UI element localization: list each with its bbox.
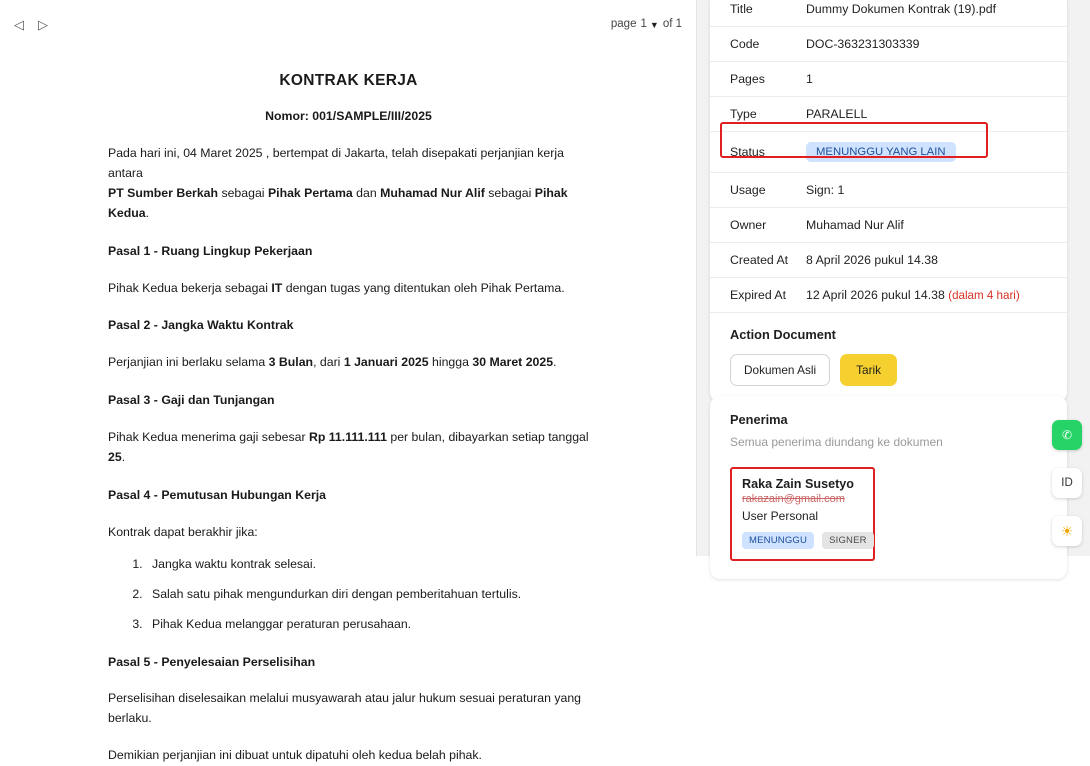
termination-list: [108, 555, 589, 635]
expired-countdown: (dalam 4 hari): [948, 289, 1020, 302]
info-key-type: Type: [730, 107, 757, 121]
section-1-text-c: dengan tugas yang ditentukan oleh Pihak Pertama.: [282, 280, 565, 295]
party-one-role: Pihak Pertama: [267, 185, 353, 200]
info-key-status: Status: [730, 145, 765, 159]
info-value-type: PARALELL: [806, 107, 868, 121]
recipient-role-badge: SIGNER: [822, 532, 874, 549]
info-value-created-at: 8 April 2026 pukul 14.38: [806, 253, 938, 267]
table-row: [710, 62, 1067, 97]
contract-start-date: 1 Januari 2025: [343, 355, 429, 370]
list-item: 1. Jangka waktu kontrak selesai.: [146, 555, 589, 575]
contract-closing: Demikian perjanjian ini dibuat untuk dipatuhi oleh kedua belah pihak.: [108, 748, 482, 763]
table-row: [710, 208, 1067, 243]
section-2-heading: Pasal 2 - Jangka Waktu Kontrak: [108, 318, 294, 333]
section-1-heading: Pasal 1 - Ruang Lingkup Pekerjaan: [108, 243, 313, 258]
action-document-section: [710, 313, 1067, 386]
floating-action-rail: [1052, 420, 1082, 546]
party-one-name: PT Sumber Berkah: [108, 185, 219, 200]
table-row: [710, 173, 1067, 208]
contract-title: KONTRAK KERJA: [279, 72, 418, 89]
party-two-name: Muhamad Nur Alif: [380, 185, 485, 200]
section-2-text-a: Perjanjian ini berlaku selama: [108, 355, 269, 370]
section-3-text-c: per bulan, dibayarkan setiap tanggal: [386, 430, 589, 445]
action-button-row: [730, 354, 1047, 386]
section-3-body: [108, 428, 589, 468]
info-key-created-at: Created At: [730, 253, 789, 267]
theme-toggle-icon[interactable]: ☀: [1052, 516, 1082, 546]
document-page-content: [0, 48, 697, 766]
section-2-body: [108, 353, 589, 373]
table-row-status: [710, 132, 1067, 173]
page-total: of 1: [662, 18, 682, 30]
next-page-icon[interactable]: ▷: [38, 16, 48, 32]
table-row: [710, 243, 1067, 278]
recipients-title: Penerima: [730, 412, 788, 427]
section-3-text-e: .: [121, 450, 126, 465]
info-value-owner: Muhamad Nur Alif: [806, 218, 904, 232]
section-3-heading: Pasal 3 - Gaji dan Tunjangan: [108, 393, 275, 408]
recipient-name: Raka Zain Susetyo: [742, 477, 854, 491]
page-nav-controls[interactable]: [14, 18, 48, 31]
contract-number: Nomor: 001/SAMPLE/III/2025: [265, 109, 432, 124]
table-row: [710, 0, 1067, 27]
recipient-status-badge: MENUNGGU: [742, 532, 814, 549]
info-key-expired-at: Expired At: [730, 288, 787, 302]
party-two-role: Pihak Kedua: [108, 185, 568, 220]
recipient-email: rakazain@gmail.com: [742, 493, 845, 505]
language-switch-button[interactable]: ID: [1052, 468, 1082, 498]
contract-intro: [108, 144, 589, 224]
recipient-badges: [742, 532, 867, 549]
viewer-toolbar: [0, 0, 696, 48]
intro-sep-3: sebagai: [484, 185, 535, 200]
intro-line-1: Pada hari ini, 04 Maret 2025 , bertempat di Jakarta, telah disepakati perjanjian kerja antara: [108, 146, 564, 180]
intro-sep-1: sebagai: [218, 185, 268, 200]
info-value-code: DOC-363231303339: [806, 37, 920, 51]
table-row: [710, 278, 1067, 313]
document-info-card: [710, 0, 1067, 402]
recipient-item[interactable]: [730, 467, 875, 561]
payday-value: 25: [108, 450, 122, 465]
section-1-text-a: Pihak Kedua bekerja sebagai: [108, 280, 272, 295]
info-key-title: Title: [730, 2, 753, 16]
previous-page-icon[interactable]: ◁: [14, 16, 24, 32]
section-2-text-e: hingga: [428, 355, 473, 370]
page-indicator: [611, 18, 682, 30]
action-document-title: Action Document: [730, 327, 836, 342]
section-4-intro: Kontrak dapat berakhir jika:: [108, 524, 258, 539]
chevron-down-icon: ▼: [649, 20, 659, 30]
info-value-title: Dummy Dokumen Kontrak (19).pdf: [806, 2, 996, 16]
section-5-heading: Pasal 5 - Penyelesaian Perselisihan: [108, 654, 316, 669]
recipient-account-type: User Personal: [742, 509, 819, 523]
table-row: [710, 27, 1067, 62]
page-label: page: [610, 18, 637, 30]
info-value-usage: Sign: 1: [806, 183, 845, 197]
job-role-value: IT: [271, 280, 283, 295]
section-1-body: [108, 279, 589, 299]
info-key-owner: Owner: [730, 218, 767, 232]
info-key-pages: Pages: [730, 72, 765, 86]
intro-end: .: [145, 205, 150, 220]
table-row: [710, 97, 1067, 132]
salary-amount: Rp 11.111.111: [308, 430, 387, 445]
info-key-usage: Usage: [730, 183, 766, 197]
section-4-heading: Pasal 4 - Pemutusan Hubungan Kerja: [108, 487, 326, 502]
info-value-pages: 1: [806, 72, 813, 86]
section-3-text-a: Pihak Kedua menerima gaji sebesar: [108, 430, 309, 445]
section-5-body: Perselisihan diselesaikan melalui musyawarah atau jalur hukum sesuai peraturan yang berlaku.: [108, 691, 582, 726]
page-number-value: 1: [640, 18, 647, 30]
document-info-pane: [697, 0, 1090, 556]
original-document-button[interactable]: Dokumen Asli: [730, 354, 830, 386]
section-2-text-c: , dari: [313, 355, 344, 370]
page-number-select[interactable]: [640, 18, 658, 30]
list-item: 2. Salah satu pihak mengundurkan diri dengan pemberitahuan tertulis.: [146, 585, 589, 605]
contract-duration: 3 Bulan: [268, 355, 314, 370]
status-badge: MENUNGGU YANG LAIN: [806, 142, 956, 162]
document-info-table: [710, 0, 1067, 313]
withdraw-button[interactable]: Tarik: [840, 354, 897, 386]
contract-end-date: 30 Maret 2025: [472, 355, 554, 370]
expired-at-value: 12 April 2026 pukul 14.38: [806, 288, 945, 302]
recipients-subtitle: Semua penerima diundang ke dokumen: [730, 435, 943, 449]
list-item: 3. Pihak Kedua melanggar peraturan perusahaan.: [146, 615, 589, 635]
info-key-code: Code: [730, 37, 760, 51]
intro-sep-2: dan: [352, 185, 381, 200]
section-2-text-g: .: [553, 355, 557, 370]
info-value-status: [798, 132, 1067, 173]
info-value-expired-at: [798, 278, 1067, 313]
whatsapp-icon[interactable]: ✆: [1052, 420, 1082, 450]
recipients-card: [710, 396, 1067, 579]
